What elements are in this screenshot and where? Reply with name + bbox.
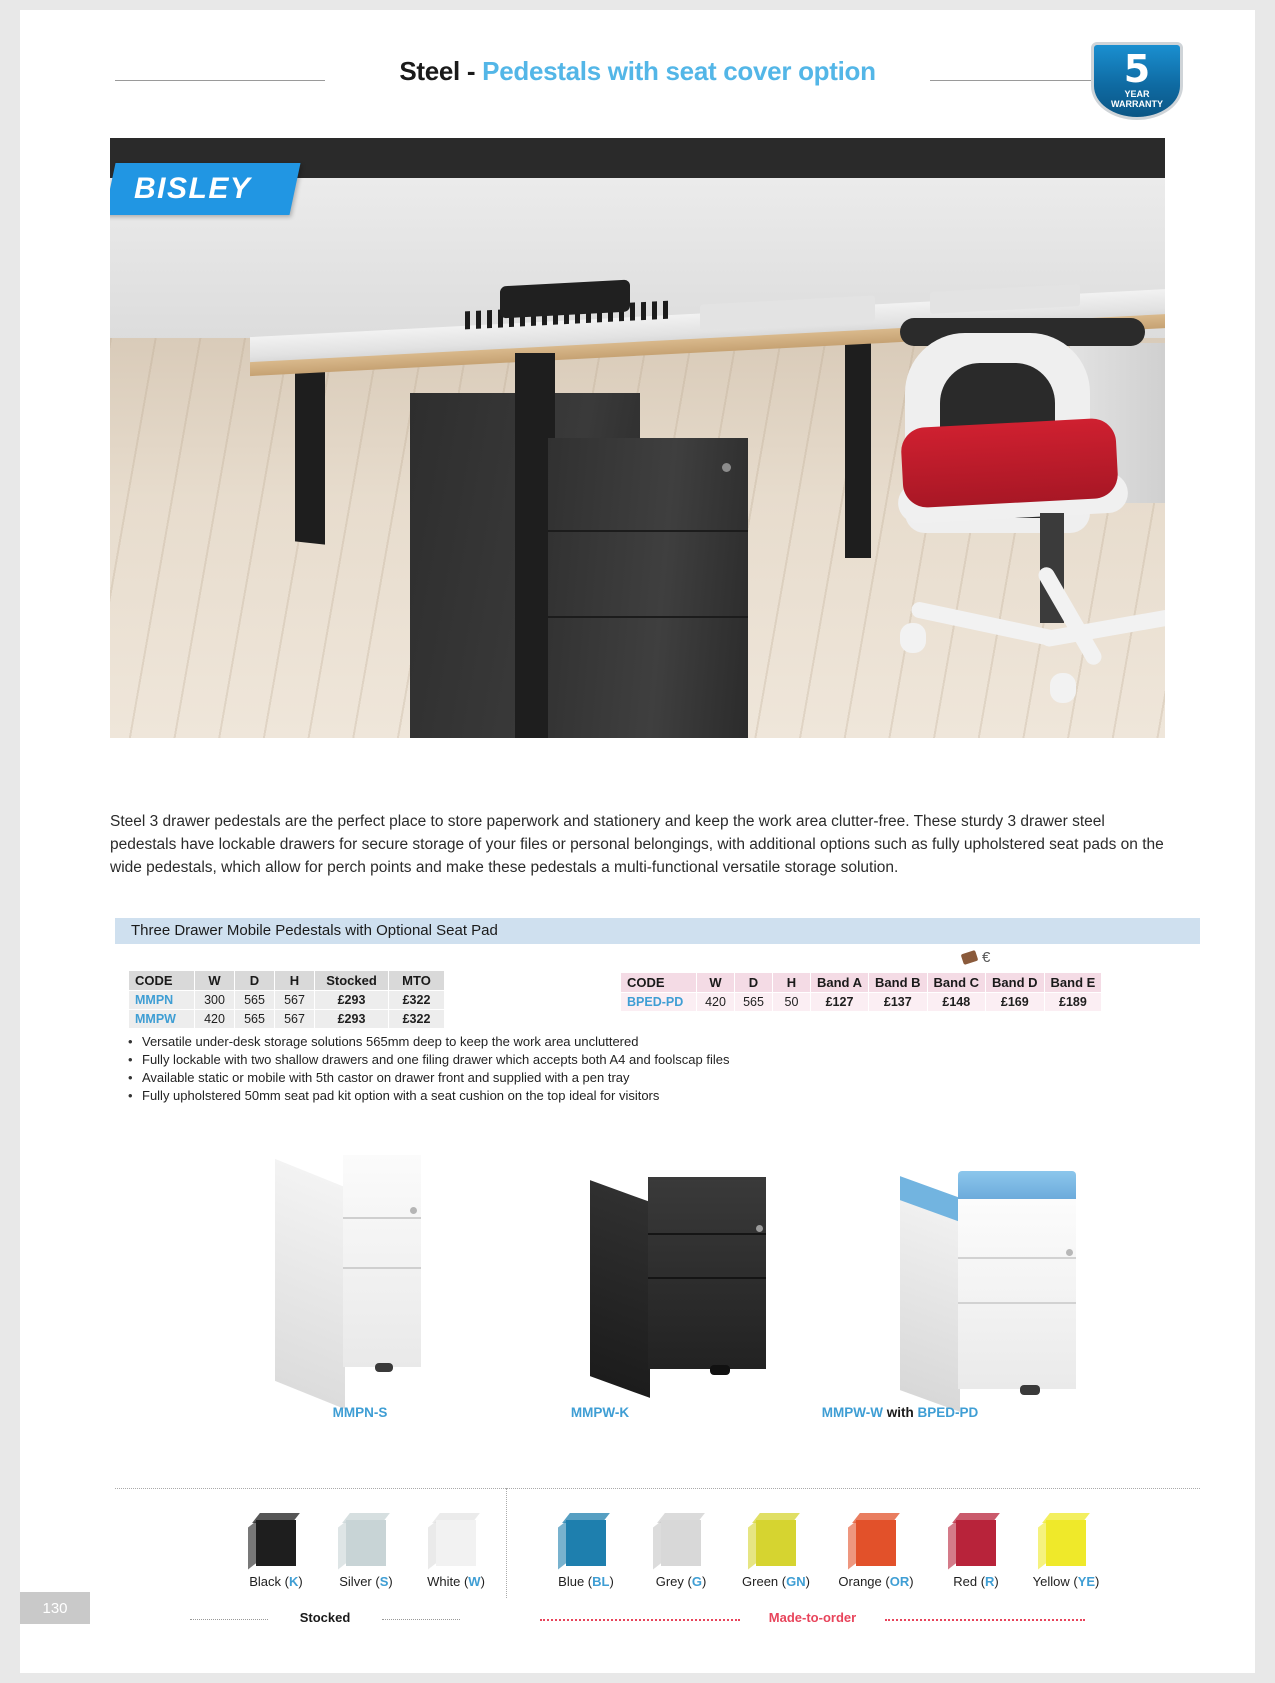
drawer-line-2 xyxy=(343,1267,421,1269)
list-item: • Fully lockable with two shallow drawers and one filing drawer which accepts both A4 and foolscap files xyxy=(128,1051,928,1069)
seatpad-price-table xyxy=(620,972,1102,1012)
page-title-secondary: Pedestals with seat cover option xyxy=(482,56,876,86)
swatch-name: Black xyxy=(249,1574,282,1589)
cell-w: 420 xyxy=(195,1010,235,1029)
pedestal-side xyxy=(590,1180,650,1398)
cube-face xyxy=(256,1520,296,1566)
page-header xyxy=(20,48,1255,108)
cube-icon xyxy=(338,1510,394,1566)
cube-icon xyxy=(848,1510,904,1566)
section-heading: Three Drawer Mobile Pedestals with Optional Seat Pad xyxy=(115,918,1200,944)
cube-face xyxy=(956,1520,996,1566)
cube-icon xyxy=(428,1510,484,1566)
hero-desk-leg-3 xyxy=(845,338,871,558)
list-item: • Fully upholstered 50mm seat pad kit option with a seat cushion on the top ideal for visitors xyxy=(128,1087,928,1105)
colour-swatches xyxy=(115,1510,1200,1625)
hero-pedestal-lock-icon xyxy=(722,463,731,472)
drawer-line-1 xyxy=(648,1233,766,1235)
cube-icon xyxy=(1038,1510,1094,1566)
swatch-orange xyxy=(820,1510,932,1589)
pedestal-front xyxy=(343,1155,421,1367)
cell-h: 50 xyxy=(773,993,811,1012)
swatch-name: Yellow xyxy=(1032,1574,1070,1589)
col-h: H xyxy=(275,971,315,991)
swatch-yellow xyxy=(1010,1510,1122,1589)
cube-face xyxy=(346,1520,386,1566)
swatch-label: Black (K) xyxy=(249,1574,303,1589)
castor xyxy=(1020,1385,1040,1395)
stocked-caption: Stocked xyxy=(190,1610,460,1625)
swatch-code: S xyxy=(379,1574,389,1589)
hero-pedestal-drawer-line-2 xyxy=(548,616,748,618)
cell-code: MMPW xyxy=(129,1010,195,1029)
product-images xyxy=(110,1145,1165,1395)
product-caption-2: MMPW-K xyxy=(570,1405,630,1420)
col-code: CODE xyxy=(129,971,195,991)
lock-icon xyxy=(756,1225,763,1232)
col-mto: MTO xyxy=(389,971,445,991)
hook-icon: € xyxy=(982,949,991,966)
swatch-name: Orange xyxy=(838,1574,882,1589)
cell-band-e: £189 xyxy=(1044,993,1102,1012)
swatch-code: YE xyxy=(1077,1574,1096,1589)
swatch-label: Silver (S) xyxy=(339,1574,393,1589)
bisley-logo xyxy=(110,163,301,215)
cell-code: MMPN xyxy=(129,991,195,1010)
swatch-name: Green xyxy=(742,1574,779,1589)
drawer-line-2 xyxy=(958,1302,1076,1304)
drawer-line-1 xyxy=(958,1257,1076,1259)
cell-stocked-price: £293 xyxy=(315,991,389,1010)
cell-band-a: £127 xyxy=(811,993,869,1012)
swatch-name: Blue xyxy=(558,1574,585,1589)
product-caption-3 xyxy=(750,1405,1050,1420)
hero-chair-seat xyxy=(900,417,1119,508)
product-caption-3-code2: BPED-PD xyxy=(917,1405,979,1420)
cube-face xyxy=(856,1520,896,1566)
product-caption-3-code: MMPW-W xyxy=(821,1405,883,1420)
cell-band-d: £169 xyxy=(986,993,1045,1012)
col-band-b: Band B xyxy=(869,973,928,993)
table-header-row xyxy=(621,973,1102,993)
warranty-year-label: YEAR xyxy=(1124,89,1150,99)
swatch-name: Red xyxy=(953,1574,978,1589)
table-row xyxy=(621,993,1102,1012)
table-header-row xyxy=(129,971,445,991)
hero-desk-phone xyxy=(500,280,630,319)
page-title-primary: Steel - xyxy=(399,56,483,86)
cell-h: 567 xyxy=(275,991,315,1010)
cell-w: 300 xyxy=(195,991,235,1010)
cell-d: 565 xyxy=(735,993,773,1012)
fabric-icons xyxy=(962,948,1002,968)
catalogue-page xyxy=(20,10,1255,1673)
swatch-label: Green (GN) xyxy=(742,1574,810,1589)
swatch-label: Blue (BL) xyxy=(558,1574,614,1589)
colour-divider xyxy=(115,1488,1200,1489)
drawer-line-1 xyxy=(343,1217,421,1219)
warranty-word-label: WARRANTY xyxy=(1111,99,1163,109)
hero-chair-castor-1 xyxy=(900,623,926,653)
drawer-line-2 xyxy=(648,1277,766,1279)
made-to-order-caption: Made-to-order xyxy=(540,1610,1085,1625)
shield-icon xyxy=(1091,42,1183,120)
cube-icon xyxy=(558,1510,614,1566)
swatch-name: Grey xyxy=(655,1574,684,1589)
cube-icon xyxy=(948,1510,1004,1566)
pedestal-price-table xyxy=(128,970,445,1029)
cell-d: 565 xyxy=(235,991,275,1010)
col-d: D xyxy=(235,971,275,991)
col-band-c: Band C xyxy=(927,973,986,993)
col-h: H xyxy=(773,973,811,993)
pedestal-front xyxy=(648,1177,766,1369)
hero-pedestal-front xyxy=(548,438,748,738)
cell-h: 567 xyxy=(275,1010,315,1029)
cell-code: BPED-PD xyxy=(621,993,697,1012)
swatch-code: G xyxy=(691,1574,702,1589)
swatch-code: OR xyxy=(889,1574,910,1589)
page-number: 130 xyxy=(20,1592,90,1624)
swatch-white xyxy=(400,1510,512,1589)
table-row xyxy=(129,991,445,1010)
list-item: • Versatile under-desk storage solutions 565mm deep to keep the work area uncluttered xyxy=(128,1033,928,1051)
swatch-code: BL xyxy=(592,1574,610,1589)
list-item: • Available static or mobile with 5th castor on drawer front and supplied with a pen tray xyxy=(128,1069,928,1087)
col-d: D xyxy=(735,973,773,993)
castor xyxy=(375,1363,393,1372)
cube-face xyxy=(756,1520,796,1566)
hero-pedestal-drawer-line-1 xyxy=(548,530,748,532)
swatch-label: White (W) xyxy=(427,1574,485,1589)
col-w: W xyxy=(697,973,735,993)
pedestal-side xyxy=(900,1200,960,1412)
col-stocked: Stocked xyxy=(315,971,389,991)
cell-band-b: £137 xyxy=(869,993,928,1012)
col-band-d: Band D xyxy=(986,973,1045,993)
cube-face xyxy=(1046,1520,1086,1566)
bisley-logo-text: BISLEY xyxy=(134,172,252,205)
pedestal-front xyxy=(958,1199,1076,1389)
cell-mto-price: £322 xyxy=(389,991,445,1010)
cube-face xyxy=(566,1520,606,1566)
swatch-label: Yellow (YE) xyxy=(1032,1574,1100,1589)
warranty-number: 5 xyxy=(1123,47,1151,91)
intro-paragraph: Steel 3 drawer pedestals are the perfect place to store paperwork and stationery and keep the work area clutter-free. These sturdy 3 drawer steel pedestals have lockable drawers for secure storage of your files or personal belongings, with additional options such as fully upholstered seat pads on the wide pedestals, which allow for perch points and make these pedestals a multi-functional versatile storage solution. xyxy=(110,813,1164,876)
cube-icon xyxy=(748,1510,804,1566)
hero-photo xyxy=(110,138,1165,738)
swatch-label: Red (R) xyxy=(953,1574,999,1589)
table-row xyxy=(129,1010,445,1029)
cell-mto-price: £322 xyxy=(389,1010,445,1029)
col-band-a: Band A xyxy=(811,973,869,993)
product-caption-3-mid: with xyxy=(882,1405,918,1420)
swatch-green xyxy=(720,1510,832,1589)
lock-icon xyxy=(1066,1249,1073,1256)
swatch-code: W xyxy=(468,1574,481,1589)
cell-d: 565 xyxy=(235,1010,275,1029)
swatch-code: K xyxy=(289,1574,299,1589)
cell-band-c: £148 xyxy=(927,993,986,1012)
pedestal-side xyxy=(275,1159,345,1409)
cube-icon xyxy=(248,1510,304,1566)
seat-pad-front xyxy=(958,1171,1076,1201)
col-w: W xyxy=(195,971,235,991)
swatch-code: R xyxy=(985,1574,995,1589)
col-band-e: Band E xyxy=(1044,973,1102,993)
product-caption-1: MMPN-S xyxy=(332,1405,388,1420)
cell-w: 420 xyxy=(697,993,735,1012)
cube-icon xyxy=(653,1510,709,1566)
swatch-label: Orange (OR) xyxy=(838,1574,914,1589)
castor xyxy=(710,1365,730,1375)
lock-icon xyxy=(410,1207,417,1214)
fabric-swatch-icon xyxy=(961,950,979,965)
col-code: CODE xyxy=(621,973,697,993)
cube-face xyxy=(436,1520,476,1566)
cube-face xyxy=(661,1520,701,1566)
page-title xyxy=(20,56,1255,87)
warranty-badge xyxy=(1091,42,1183,120)
swatch-code: GN xyxy=(786,1574,806,1589)
cell-stocked-price: £293 xyxy=(315,1010,389,1029)
feature-list xyxy=(128,1033,928,1105)
swatch-name: White xyxy=(427,1574,461,1589)
swatch-name: Silver xyxy=(339,1574,372,1589)
swatch-label: Grey (G) xyxy=(655,1574,707,1589)
hero-chair-castor-3 xyxy=(1050,673,1076,703)
